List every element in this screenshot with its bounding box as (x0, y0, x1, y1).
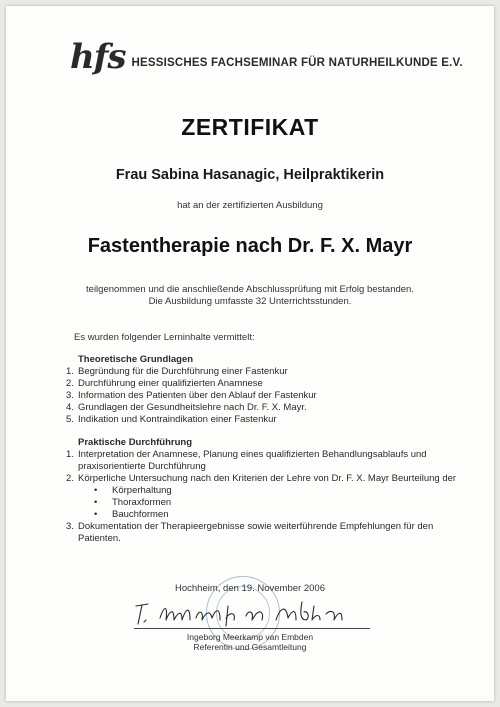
list-item (64, 473, 464, 521)
item-number: 1. (66, 366, 74, 377)
theory-title: Theoretische Grundlagen (78, 354, 194, 365)
signer-role: Referentin und Gesamtleitung (193, 642, 307, 652)
course-title: Fastentherapie nach Dr. F. X. Mayr (87, 235, 413, 257)
bullet-list (78, 485, 464, 521)
item-text: Durchführung einer qualifizierten Anamnese (78, 378, 263, 389)
item-number: 4. (66, 402, 74, 413)
practice-title: Praktische Durchführung (78, 437, 193, 448)
bullet-item: • Thoraxformen (94, 497, 464, 509)
item-text: Dokumentation der Therapieergebnisse sowie weiterführende Empfehlungen für den Patienten. (78, 521, 434, 544)
item-text: Körperliche Untersuchung nach den Kriterien der Lehre von Dr. F. X. Mayr Beurteilung der (78, 473, 457, 484)
place-date: Hochheim, den 19. November 2006 (175, 583, 325, 594)
exam-line-1: teilgenommen und die anschließende Abschlussprüfung mit Erfolg bestanden. (86, 284, 414, 295)
list-item (64, 521, 464, 545)
item-number: 2. (66, 473, 74, 484)
bullet-item: • Körperhaltung (94, 485, 464, 497)
list-item (64, 414, 464, 426)
recipient-name: Frau Sabina Hasanagic, Heilpraktikerin (115, 167, 385, 183)
organization-name: HESSISCHES FACHSEMINAR FÜR NATURHEILKUNDE E.V. (131, 57, 463, 69)
item-number: 3. (66, 521, 74, 532)
handwritten-signature (130, 592, 360, 632)
practice-section (64, 437, 464, 545)
certificate-page (6, 6, 494, 701)
exam-text (6, 284, 494, 308)
theory-section (64, 354, 464, 426)
list-item (64, 366, 464, 378)
content-intro: Es wurden folgender Lerninhalte vermittelt: (74, 332, 255, 343)
list-item (64, 449, 464, 473)
header (70, 37, 463, 77)
list-item (64, 390, 464, 402)
signer-block (6, 632, 494, 652)
item-text: Grundlagen der Gesundheitslehre nach Dr. F. X. Mayr. (78, 402, 307, 413)
exam-line-2: Die Ausbildung umfasste 32 Unterrichtsstunden. (148, 296, 352, 307)
signature-line (134, 628, 370, 629)
list-item (64, 378, 464, 390)
item-text: Interpretation der Anamnese, Planung eines qualifizierten Behandlungsablaufs und praxisorientierte Durchführung (78, 449, 427, 472)
intro-text: hat an der zertifizierten Ausbildung (177, 200, 323, 211)
certificate-title: ZERTIFIKAT (181, 114, 319, 140)
item-number: 5. (66, 414, 74, 425)
list-item (64, 402, 464, 414)
bullet-item: • Bauchformen (94, 509, 464, 521)
signer-name: Ingeborg Meerkamp van Embden (186, 632, 314, 642)
item-text: Begründung für die Durchführung einer Fastenkur (78, 366, 288, 377)
item-number: 2. (66, 378, 74, 389)
item-text: Information des Patienten über den Ablauf der Fastenkur (78, 390, 317, 401)
hfs-logo: hfs (70, 37, 126, 77)
item-number: 1. (66, 449, 74, 460)
item-number: 3. (66, 390, 74, 401)
item-text: Indikation und Kontraindikation einer Fastenkur (78, 414, 277, 425)
